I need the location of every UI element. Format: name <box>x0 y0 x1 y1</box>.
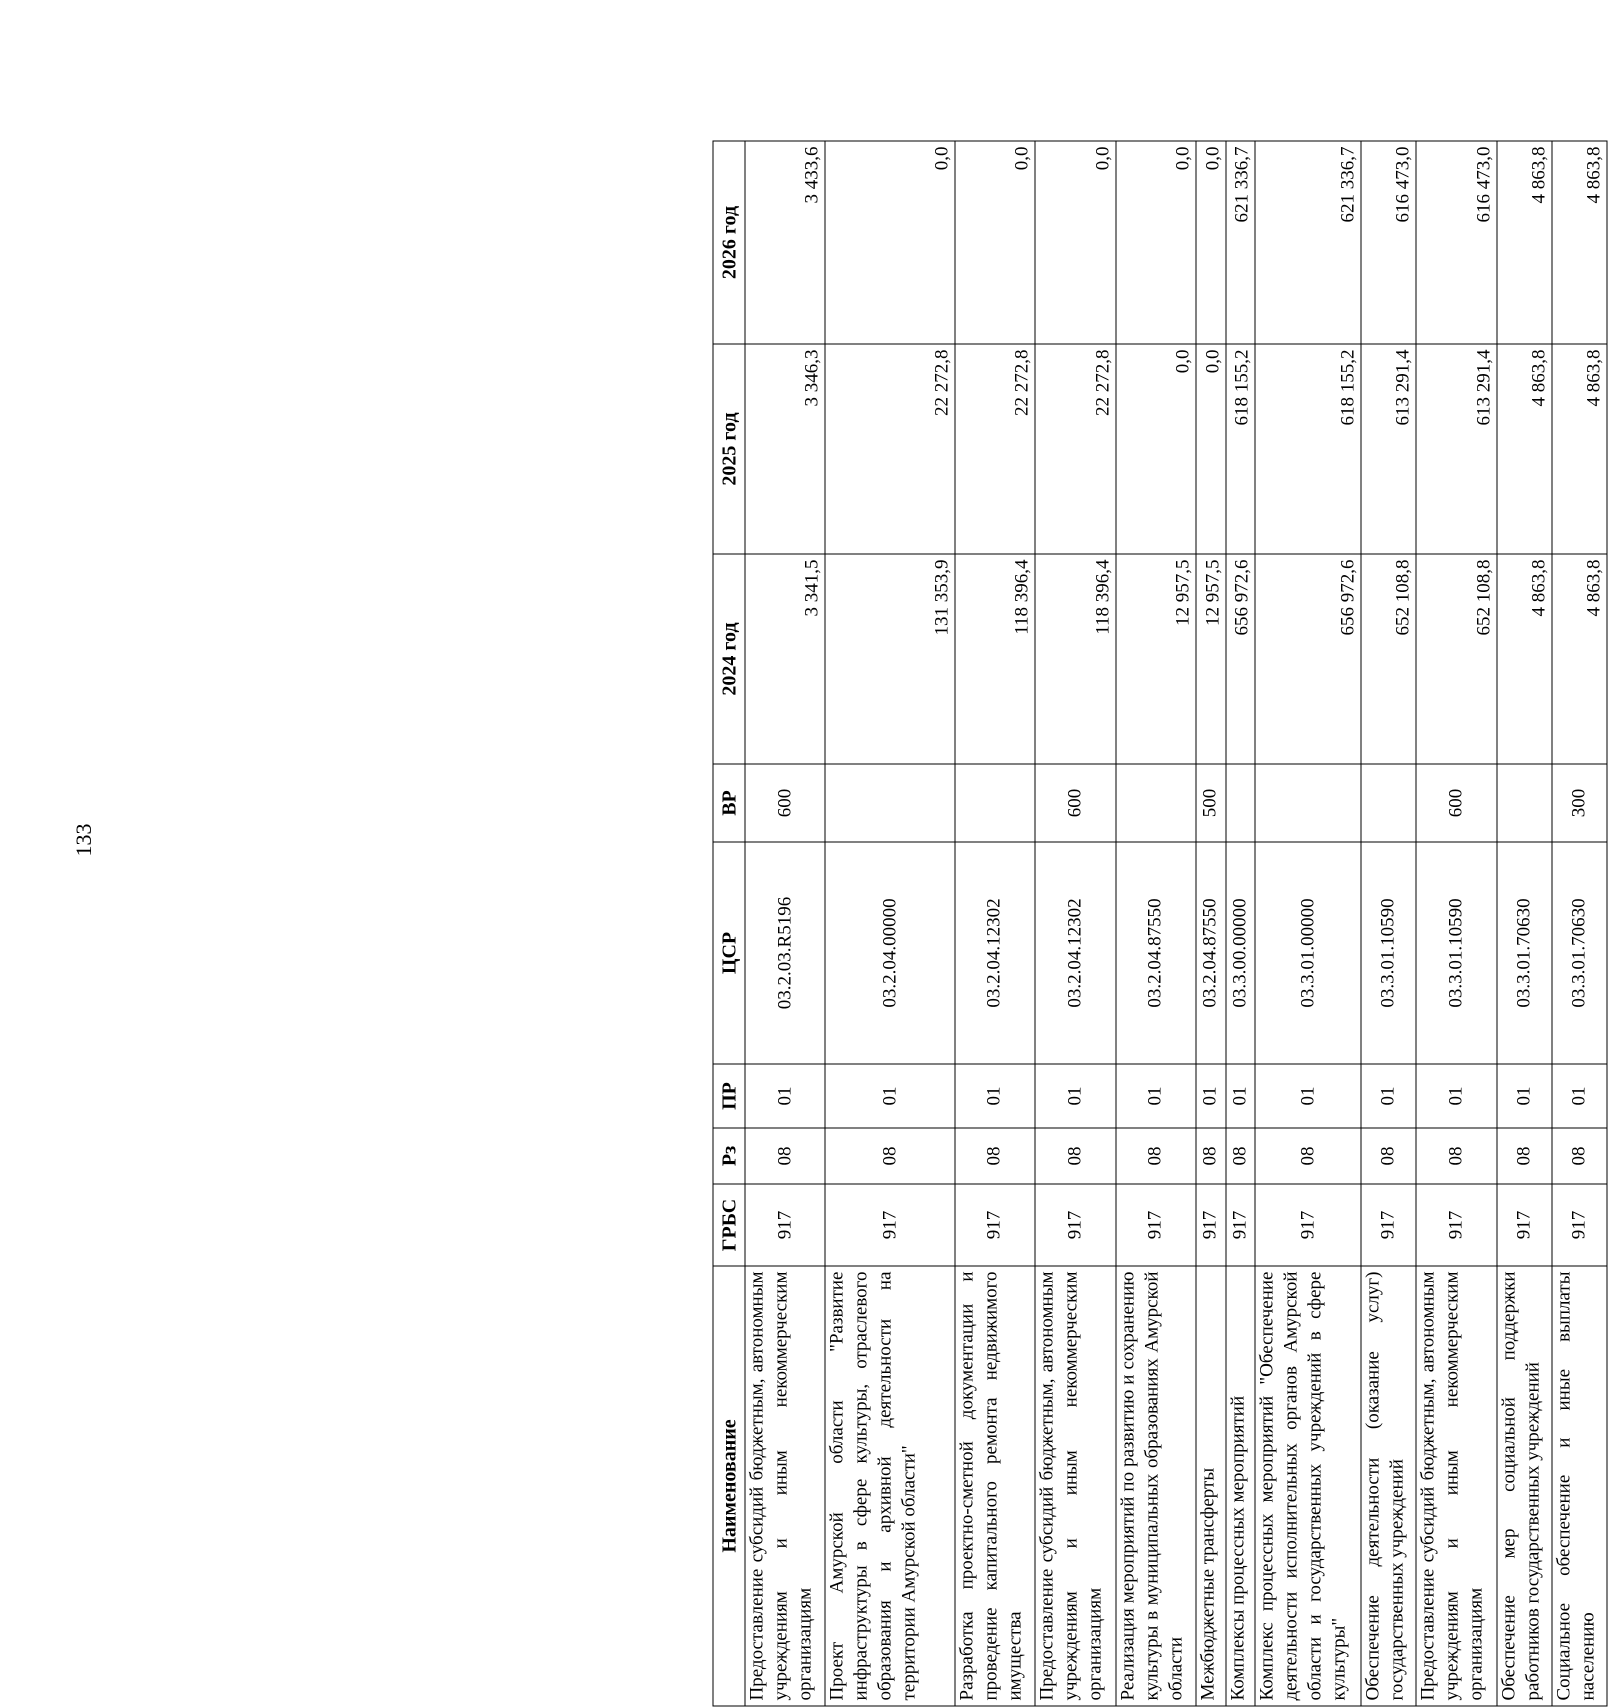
row-grbs: 917 <box>1196 1184 1226 1266</box>
row-rz: 08 <box>1035 1128 1115 1184</box>
row-rz: 08 <box>825 1128 954 1184</box>
budget-table <box>713 141 1608 1707</box>
row-2024: 656 972,6 <box>1255 554 1361 764</box>
row-rz: 08 <box>1361 1128 1416 1184</box>
row-vr <box>1226 764 1256 842</box>
row-rz: 08 <box>1196 1128 1226 1184</box>
row-rz: 08 <box>1416 1128 1496 1184</box>
rotated-table-wrapper <box>713 142 1608 1707</box>
row-name: Предоставление субсидий бюджетным, автономным учреждениям и иным некоммерческим организациям <box>1416 1266 1496 1706</box>
row-grbs: 917 <box>1226 1184 1256 1266</box>
table-row <box>1196 141 1226 1706</box>
row-csr: 03.2.03.R5196 <box>745 842 825 1064</box>
row-2026: 0,0 <box>825 141 954 344</box>
header-2025: 2025 год <box>713 344 745 554</box>
table-row <box>955 141 1035 1706</box>
row-2024: 12 957,5 <box>1116 554 1196 764</box>
row-2025: 4 863,8 <box>1497 344 1552 554</box>
row-2024: 12 957,5 <box>1196 554 1226 764</box>
row-2026: 621 336,7 <box>1226 141 1256 344</box>
table-row <box>1035 141 1115 1706</box>
row-vr: 600 <box>1035 764 1115 842</box>
row-2024: 118 396,4 <box>955 554 1035 764</box>
row-2025: 0,0 <box>1116 344 1196 554</box>
header-2026: 2026 год <box>713 141 745 344</box>
row-pr: 01 <box>1416 1064 1496 1128</box>
table-row <box>745 141 825 1706</box>
row-2025: 613 291,4 <box>1416 344 1496 554</box>
row-name: Социальное обеспечение и иные выплаты населению <box>1552 1266 1607 1706</box>
header-vr: ВР <box>713 764 745 842</box>
row-pr: 01 <box>1255 1064 1361 1128</box>
row-grbs: 917 <box>955 1184 1035 1266</box>
row-grbs: 917 <box>1497 1184 1552 1266</box>
row-vr <box>825 764 954 842</box>
row-csr: 03.3.01.10590 <box>1416 842 1496 1064</box>
row-2025: 4 863,8 <box>1552 344 1607 554</box>
row-rz: 08 <box>1226 1128 1256 1184</box>
row-vr <box>1361 764 1416 842</box>
row-2025: 618 155,2 <box>1226 344 1256 554</box>
row-pr: 01 <box>825 1064 954 1128</box>
header-rz: Рз <box>713 1128 745 1184</box>
header-pr: ПР <box>713 1064 745 1128</box>
row-2026: 4 863,8 <box>1552 141 1607 344</box>
row-grbs: 917 <box>745 1184 825 1266</box>
row-pr: 01 <box>1226 1064 1256 1128</box>
row-grbs: 917 <box>1035 1184 1115 1266</box>
row-csr: 03.3.00.00000 <box>1226 842 1256 1064</box>
row-2026: 0,0 <box>1196 141 1226 344</box>
row-vr: 500 <box>1196 764 1226 842</box>
row-csr: 03.3.01.10590 <box>1361 842 1416 1064</box>
row-pr: 01 <box>1361 1064 1416 1128</box>
row-csr: 03.2.04.87550 <box>1116 842 1196 1064</box>
row-csr: 03.3.01.70630 <box>1497 842 1552 1064</box>
row-name: Обеспечение мер социальной поддержки работников государственных учреждений <box>1497 1266 1552 1706</box>
row-vr: 600 <box>745 764 825 842</box>
row-rz: 08 <box>1497 1128 1552 1184</box>
row-2025: 3 346,3 <box>745 344 825 554</box>
row-csr: 03.2.04.12302 <box>1035 842 1115 1064</box>
row-pr: 01 <box>745 1064 825 1128</box>
row-csr: 03.2.04.87550 <box>1196 842 1226 1064</box>
row-2024: 131 353,9 <box>825 554 954 764</box>
row-vr <box>1255 764 1361 842</box>
row-name: Комплекс процессных мероприятий "Обеспечение деятельности исполнительных органов Амурской области и государственных учреждений в сфере культуры" <box>1255 1266 1361 1706</box>
row-csr: 03.3.01.70630 <box>1552 842 1607 1064</box>
row-2026: 3 433,6 <box>745 141 825 344</box>
row-2024: 652 108,8 <box>1361 554 1416 764</box>
row-name: Реализация мероприятий по развитию и сохранению культуры в муниципальных образованиях Амурской области <box>1116 1266 1196 1706</box>
row-name: Проект Амурской области "Развитие инфраструктуры в сфере культуры, отраслевого образования и архивной деятельности на территории Амурской области" <box>825 1266 954 1706</box>
table-row <box>1416 141 1496 1706</box>
row-2026: 4 863,8 <box>1497 141 1552 344</box>
row-2026: 0,0 <box>955 141 1035 344</box>
row-csr: 03.2.04.12302 <box>955 842 1035 1064</box>
row-rz: 08 <box>1255 1128 1361 1184</box>
row-name: Комплексы процессных мероприятий <box>1226 1266 1256 1706</box>
row-pr: 01 <box>1497 1064 1552 1128</box>
row-rz: 08 <box>745 1128 825 1184</box>
page-number: 133 <box>71 823 96 857</box>
row-pr: 01 <box>955 1064 1035 1128</box>
row-2025: 22 272,8 <box>1035 344 1115 554</box>
row-vr: 600 <box>1416 764 1496 842</box>
row-grbs: 917 <box>1552 1184 1607 1266</box>
row-grbs: 917 <box>825 1184 954 1266</box>
row-2024: 4 863,8 <box>1497 554 1552 764</box>
row-2026: 0,0 <box>1035 141 1115 344</box>
table-row <box>1226 141 1256 1706</box>
table-row <box>1116 141 1196 1706</box>
table-row <box>1552 141 1607 1706</box>
row-name: Разработка проектно-сметной документации и проведение капитального ремонта недвижимого имущества <box>955 1266 1035 1706</box>
row-csr: 03.3.01.00000 <box>1255 842 1361 1064</box>
row-grbs: 917 <box>1116 1184 1196 1266</box>
row-2025: 22 272,8 <box>955 344 1035 554</box>
table-header-row <box>713 141 745 1706</box>
table-row <box>1361 141 1416 1706</box>
header-csr: ЦСР <box>713 842 745 1064</box>
table-row <box>1497 141 1552 1706</box>
row-vr <box>955 764 1035 842</box>
row-vr: 300 <box>1552 764 1607 842</box>
row-grbs: 917 <box>1361 1184 1416 1266</box>
row-2026: 621 336,7 <box>1255 141 1361 344</box>
row-2026: 616 473,0 <box>1361 141 1416 344</box>
row-2025: 0,0 <box>1196 344 1226 554</box>
row-name: Предоставление субсидий бюджетным, автономным учреждениям и иным некоммерческим организациям <box>745 1266 825 1706</box>
row-grbs: 917 <box>1416 1184 1496 1266</box>
row-rz: 08 <box>1552 1128 1607 1184</box>
row-name: Предоставление субсидий бюджетным, автономным учреждениям и иным некоммерческим организациям <box>1035 1266 1115 1706</box>
row-2026: 616 473,0 <box>1416 141 1496 344</box>
header-name: Наименование <box>713 1266 745 1706</box>
row-csr: 03.2.04.00000 <box>825 842 954 1064</box>
row-name: Межбюджетные трансферты <box>1196 1266 1226 1706</box>
row-2024: 3 341,5 <box>745 554 825 764</box>
row-grbs: 917 <box>1255 1184 1361 1266</box>
row-vr <box>1497 764 1552 842</box>
table-row <box>1255 141 1361 1706</box>
row-pr: 01 <box>1116 1064 1196 1128</box>
row-rz: 08 <box>955 1128 1035 1184</box>
row-2024: 656 972,6 <box>1226 554 1256 764</box>
row-2024: 652 108,8 <box>1416 554 1496 764</box>
header-grbs: ГРБС <box>713 1184 745 1266</box>
row-pr: 01 <box>1196 1064 1226 1128</box>
row-name: Обеспечение деятельности (оказание услуг) государственных учреждений <box>1361 1266 1416 1706</box>
row-2026: 0,0 <box>1116 141 1196 344</box>
row-rz: 08 <box>1116 1128 1196 1184</box>
row-2025: 22 272,8 <box>825 344 954 554</box>
row-pr: 01 <box>1035 1064 1115 1128</box>
row-2025: 613 291,4 <box>1361 344 1416 554</box>
row-2025: 618 155,2 <box>1255 344 1361 554</box>
header-2024: 2024 год <box>713 554 745 764</box>
row-vr <box>1116 764 1196 842</box>
row-2024: 118 396,4 <box>1035 554 1115 764</box>
table-row <box>825 141 954 1706</box>
row-pr: 01 <box>1552 1064 1607 1128</box>
row-2024: 4 863,8 <box>1552 554 1607 764</box>
